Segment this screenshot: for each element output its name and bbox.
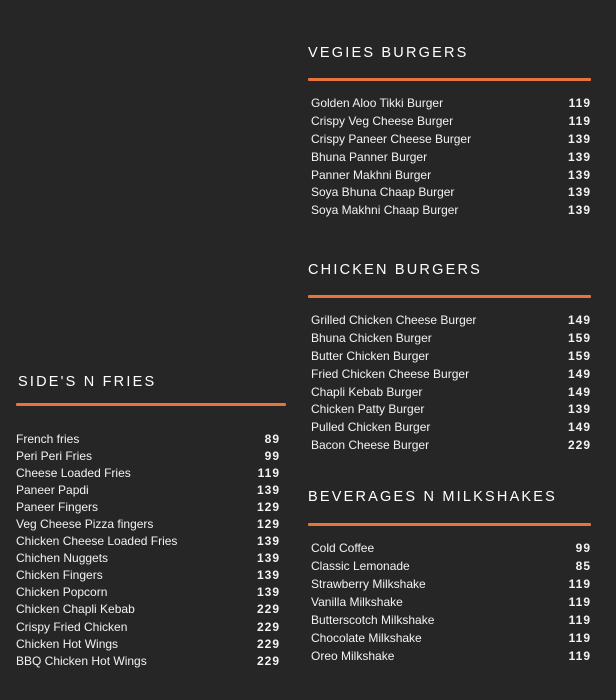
menu-item: [16, 464, 286, 481]
menu-item: [16, 498, 286, 515]
item-price: 119: [568, 113, 591, 128]
item-name: BBQ Chicken Hot Wings: [16, 653, 147, 668]
item-price: 85: [575, 559, 591, 573]
item-name: Chicken Patty Burger: [311, 402, 425, 417]
menu-item: [16, 584, 286, 601]
menu-item: [308, 539, 591, 557]
item-price: 229: [567, 438, 591, 453]
menu-item: [308, 647, 591, 665]
section-divider: [308, 295, 591, 298]
section-title: VEGIES BURGERS: [308, 45, 469, 61]
item-price: 139: [567, 185, 591, 200]
item-price: 139: [567, 203, 591, 218]
item-name: Panner Makhni Burger: [311, 167, 432, 182]
menu-item: [308, 575, 591, 593]
item-name: Cheese Loaded Fries: [16, 465, 131, 480]
menu-item: [308, 347, 591, 365]
menu-item: [308, 383, 591, 401]
menu-item: [308, 365, 591, 383]
item-name: Chicken Hot Wings: [16, 636, 119, 651]
menu-item: [16, 550, 286, 567]
item-price: 159: [567, 330, 591, 345]
item-name: Strawberry Milkshake: [311, 577, 426, 591]
item-price: 119: [568, 595, 591, 609]
item-price: 139: [256, 585, 280, 600]
beverages-section: [308, 487, 591, 665]
menu-item: [308, 183, 591, 201]
item-name: Soya Makhni Chaap Burger: [311, 203, 459, 218]
section-title: CHICKEN BURGERS: [308, 262, 482, 278]
item-price: 229: [256, 653, 280, 668]
item-name: Classic Lemonade: [311, 559, 410, 573]
menu-item: [308, 94, 591, 112]
item-name: Chicken Fingers: [16, 568, 103, 583]
menu-item: [308, 611, 591, 629]
item-name: Bacon Cheese Burger: [311, 438, 430, 453]
item-name: Cold Coffee: [311, 541, 375, 555]
menu-item: [308, 400, 591, 418]
item-price: 119: [257, 465, 280, 480]
item-name: Chicken Cheese Loaded Fries: [16, 534, 178, 549]
menu-item: [16, 567, 286, 584]
menu-item: [308, 201, 591, 219]
menu-item: [308, 629, 591, 647]
menu-item: [308, 130, 591, 148]
item-price: 159: [567, 348, 591, 363]
menu-item: [16, 515, 286, 532]
item-name: Butterscotch Milkshake: [311, 613, 435, 627]
menu-item: [16, 635, 286, 652]
item-price: 139: [256, 568, 280, 583]
item-price: 119: [568, 649, 591, 663]
item-name: Crispy Fried Chicken: [16, 619, 128, 634]
item-name: Crispy Paneer Cheese Burger: [311, 131, 472, 146]
section-divider: [308, 523, 591, 526]
menu-item: [16, 601, 286, 618]
section-divider: [16, 403, 286, 406]
item-name: Chapli Kebab Burger: [311, 384, 423, 399]
item-name: Crispy Veg Cheese Burger: [311, 113, 454, 128]
item-price: 99: [575, 541, 591, 555]
item-name: Oreo Milkshake: [311, 649, 395, 663]
item-name: Golden Aloo Tikki Burger: [311, 95, 444, 110]
item-name: Fried Chicken Cheese Burger: [311, 366, 470, 381]
item-name: Chicken Popcorn: [16, 585, 108, 600]
item-name: Chicken Chapli Kebab: [16, 602, 135, 617]
item-price: 139: [567, 167, 591, 182]
item-price: 129: [256, 517, 280, 532]
item-price: 149: [567, 312, 591, 327]
menu-item: [16, 447, 286, 464]
item-price: 229: [256, 602, 280, 617]
item-name: French fries: [16, 431, 80, 446]
item-price: 89: [264, 431, 280, 446]
item-name: Soya Bhuna Chaap Burger: [311, 185, 455, 200]
menu-item: [308, 112, 591, 130]
item-price: 129: [256, 499, 280, 514]
item-price: 229: [256, 636, 280, 651]
menu-list: [308, 311, 591, 454]
item-name: Veg Cheese Pizza fingers: [16, 517, 154, 532]
item-price: 119: [568, 631, 591, 645]
menu-item: [16, 618, 286, 635]
item-name: Grilled Chicken Cheese Burger: [311, 312, 477, 327]
item-price: 119: [568, 577, 591, 591]
menu-item: [308, 436, 591, 454]
menu-list: [16, 430, 286, 669]
item-name: Paneer Papdi: [16, 482, 89, 497]
item-price: 139: [567, 402, 591, 417]
menu-item: [308, 329, 591, 347]
menu-item: [16, 652, 286, 669]
item-name: Chocolate Milkshake: [311, 631, 422, 645]
item-price: 119: [568, 613, 591, 627]
item-name: Bhuna Panner Burger: [311, 149, 428, 164]
menu-item: [308, 557, 591, 575]
menu-item: [308, 418, 591, 436]
chicken-burgers-section: [308, 260, 591, 454]
section-title: BEVERAGES N MILKSHAKES: [308, 489, 558, 505]
item-price: 229: [256, 619, 280, 634]
menu-item: [16, 430, 286, 447]
menu-item: [16, 533, 286, 550]
item-price: 149: [567, 366, 591, 381]
menu-list: [308, 539, 591, 665]
item-name: Vanilla Milkshake: [311, 595, 403, 609]
item-price: 139: [567, 149, 591, 164]
item-price: 149: [567, 420, 591, 435]
menu-item: [16, 481, 286, 498]
item-name: Paneer Fingers: [16, 499, 99, 514]
section-divider: [308, 78, 591, 81]
item-price: 149: [567, 384, 591, 399]
item-name: Pulled Chicken Burger: [311, 420, 431, 435]
menu-list: [308, 94, 591, 219]
item-price: 139: [256, 551, 280, 566]
item-price: 139: [256, 482, 280, 497]
item-price: 99: [264, 448, 280, 463]
item-price: 139: [256, 534, 280, 549]
item-name: Peri Peri Fries: [16, 448, 93, 463]
vegies-burgers-section: [308, 43, 591, 219]
item-name: Chichen Nuggets: [16, 551, 109, 566]
item-name: Bhuna Chicken Burger: [311, 330, 432, 345]
menu-item: [308, 148, 591, 166]
item-price: 119: [568, 95, 591, 110]
item-name: Butter Chicken Burger: [311, 348, 430, 363]
item-price: 139: [567, 131, 591, 146]
sides-fries-section: [16, 372, 286, 669]
menu-item: [308, 593, 591, 611]
section-title: SIDE'S N FRIES: [18, 374, 157, 390]
menu-item: [308, 166, 591, 184]
menu-item: [308, 311, 591, 329]
